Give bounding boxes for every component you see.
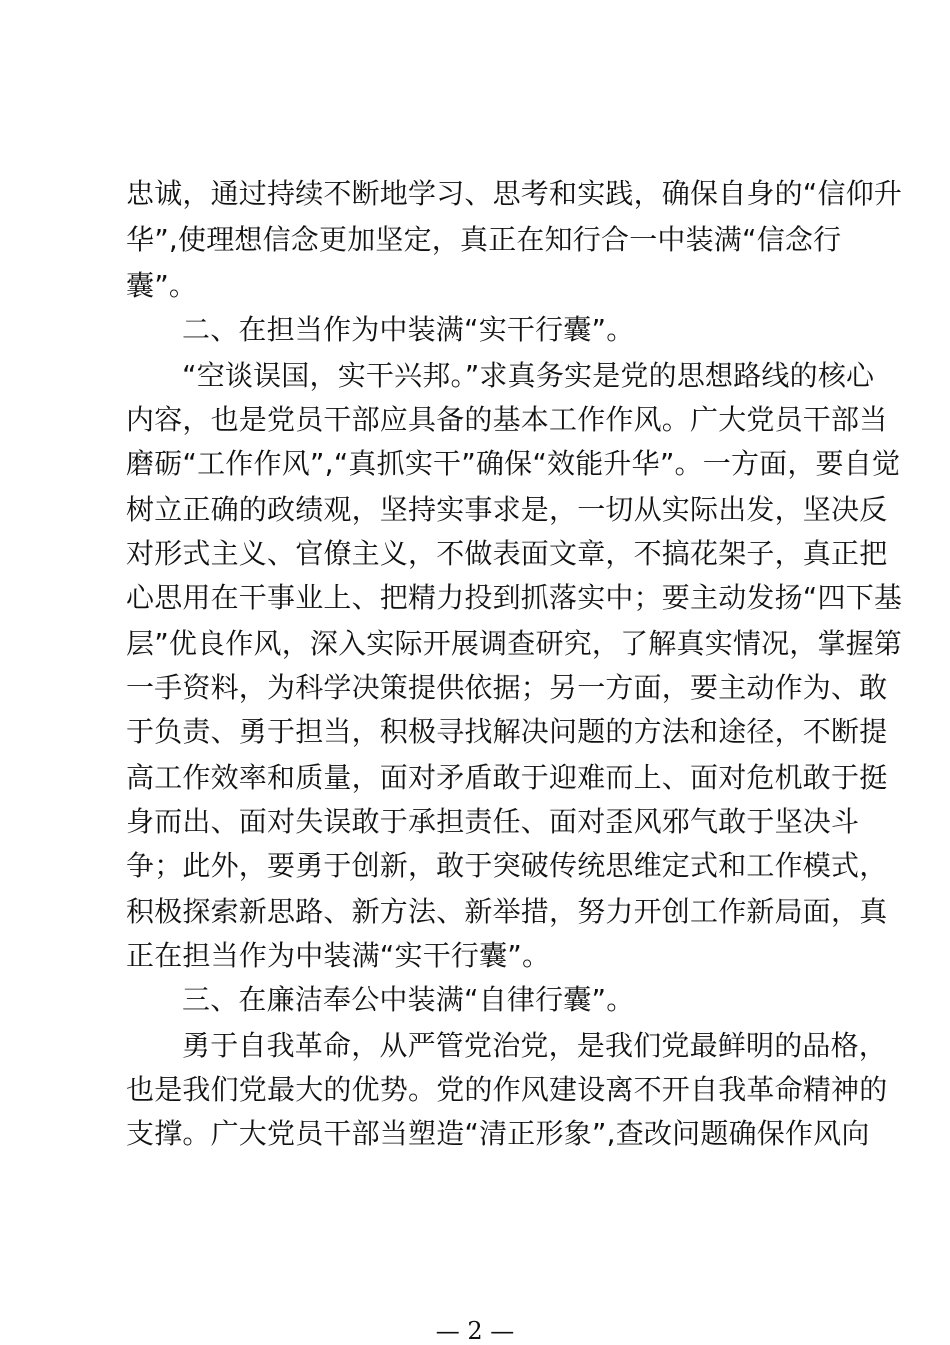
text-line: 内容，也是党员干部应具备的基本工作作风。广大党员干部当 [126,403,888,436]
text-line: 正在担当作为中装满“实干行囊”。 [126,939,551,972]
text-line: 心思用在干事业上、把精力投到抓落实中；要主动发扬“四下基 [126,581,903,614]
text-line: 对形式主义、官僚主义，不做表面文章，不搞花架子，真正把 [126,537,888,570]
text-line: 勇于自我革命，从严管党治党，是我们党最鲜明的品格， [182,1029,888,1062]
text-line: 忠诚，通过持续不断地学习、思考和实践，确保自身的“信仰升 [126,177,903,210]
text-line: 华”,使理想信念更加坚定，真正在知行合一中装满“信念行 [126,223,842,256]
text-line: 树立正确的政绩观，坚持实事求是，一切从实际出发，坚决反 [126,493,888,526]
text-line: 层”优良作风，深入实际开展调查研究，了解真实情况，掌握第 [126,627,903,660]
text-line: 囊”。 [126,269,198,302]
text-line: 一手资料，为科学决策提供依据；另一方面，要主动作为、敢 [126,671,888,704]
text-line: 于负责、勇于担当，积极寻找解决问题的方法和途径，不断提 [126,715,888,748]
section-heading: 二、在担当作为中装满“实干行囊”。 [182,313,635,346]
text-line: 磨砺“工作作风”,“真抓实干”确保“效能升华”。一方面，要自觉 [126,447,901,480]
text-line: 支撑。广大党员干部当塑造“清正形象”,查改问题确保作风向 [126,1117,870,1150]
text-line: 也是我们党最大的优势。党的作风建设离不开自我革命精神的 [126,1073,888,1106]
text-line: 争；此外，要勇于创新，敢于突破传统思维定式和工作模式， [126,849,888,882]
text-line: “空谈误国，实干兴邦。”求真务实是党的思想路线的核心 [182,359,875,392]
section-heading: 三、在廉洁奉公中装满“自律行囊”。 [182,983,635,1016]
text-line: 高工作效率和质量，面对矛盾敢于迎难而上、面对危机敢于挺 [126,761,888,794]
text-line: 身而出、面对失误敢于承担责任、面对歪风邪气敢于坚决斗 [126,805,860,838]
text-line: 积极探索新思路、新方法、新举措，努力开创工作新局面，真 [126,895,888,928]
page-number: — 2 — [435,1317,515,1345]
